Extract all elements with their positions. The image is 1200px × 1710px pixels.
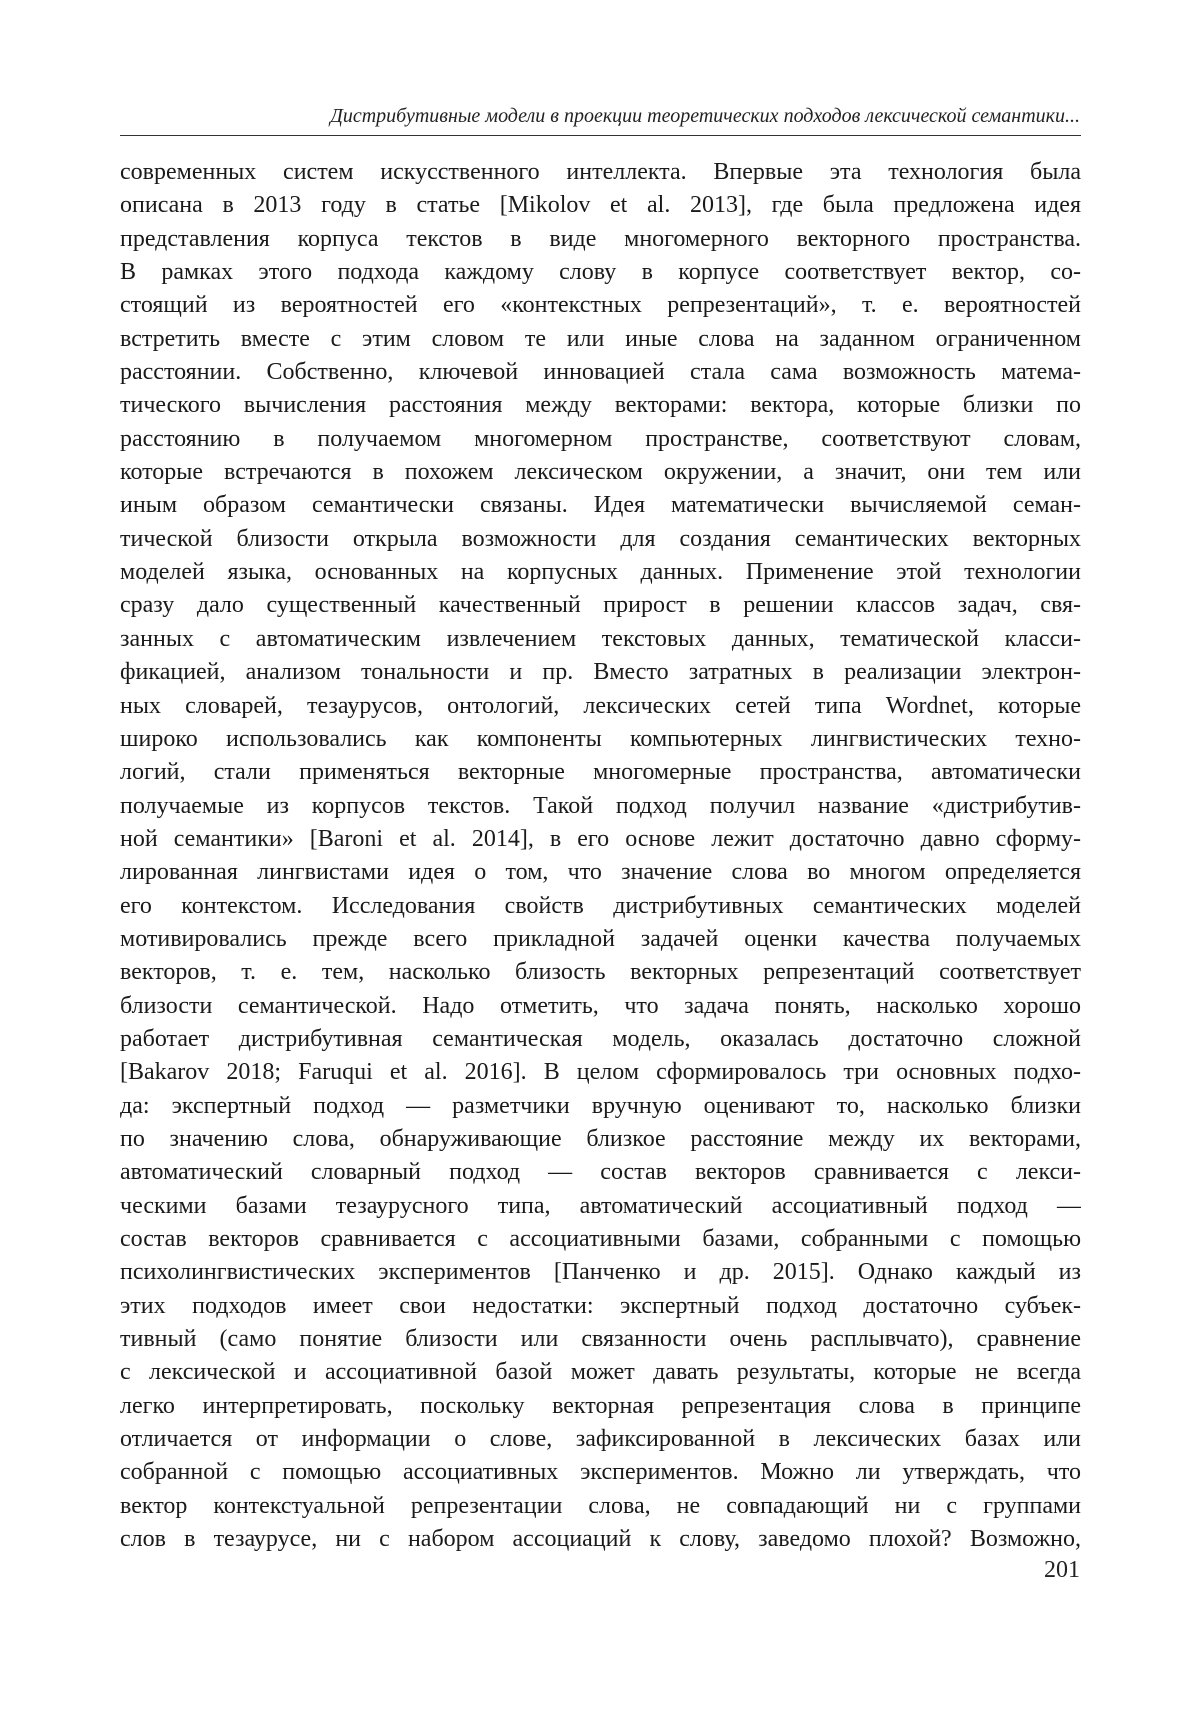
body-line: отличается от информации о слове, зафиксированной в лексических базах или bbox=[120, 1426, 1081, 1453]
header-rule bbox=[120, 135, 1081, 136]
body-line: тического вычисления расстояния между векторами: вектора, которые близки по bbox=[120, 392, 1081, 419]
body-line: современных систем искусственного интеллекта. Впервые эта технология была bbox=[120, 159, 1081, 185]
body-line: ной семантики» [Baroni et al. 2014], в его основе лежит достаточно давно сформу- bbox=[120, 825, 1081, 852]
body-line: занных с автоматическим извлечением текстовых данных, тематической класси- bbox=[120, 625, 1081, 652]
body-line: широко использовались как компоненты компьютерных лингвистических техно- bbox=[120, 725, 1081, 752]
body-line: собранной с помощью ассоциативных экспериментов. Можно ли утверждать, что bbox=[120, 1459, 1081, 1486]
page-number: 201 bbox=[1044, 1557, 1080, 1583]
body-line: автоматический словарный подход — состав векторов сравнивается с лекси- bbox=[120, 1159, 1081, 1186]
body-line: лированная лингвистами идея о том, что значение слова во многом определяется bbox=[120, 859, 1081, 886]
body-line: слов в тезаурусе, ни с набором ассоциаций к слову, заведомо плохой? Возможно, bbox=[120, 1526, 1081, 1553]
body-text bbox=[120, 156, 1081, 1556]
body-line: тивный (само понятие близости или связанности очень расплывчато), сравнение bbox=[120, 1326, 1081, 1353]
body-line: получаемые из корпусов текстов. Такой подход получил название «дистрибутив- bbox=[120, 792, 1081, 819]
body-line: логий, стали применяться векторные многомерные пространства, автоматически bbox=[120, 759, 1081, 786]
body-line: вектор контекстуальной репрезентации слова, не совпадающий ни с группами bbox=[120, 1492, 1081, 1519]
body-line: мотивировались прежде всего прикладной задачей оценки качества получаемых bbox=[120, 925, 1081, 952]
body-line: моделей языка, основанных на корпусных данных. Применение этой технологии bbox=[120, 559, 1081, 586]
body-line: психолингвистических экспериментов [Панченко и др. 2015]. Однако каждый из bbox=[120, 1259, 1081, 1286]
body-line: представления корпуса текстов в виде многомерного векторного пространства. bbox=[120, 225, 1081, 252]
body-line: расстоянии. Собственно, ключевой инновацией стала сама возможность матема- bbox=[120, 359, 1081, 386]
body-line: легко интерпретировать, поскольку векторная репрезентация слова в принципе bbox=[120, 1392, 1081, 1419]
body-line: В рамках этого подхода каждому слову в корпусе соответствует вектор, со- bbox=[120, 259, 1081, 286]
body-line: ных словарей, тезаурусов, онтологий, лексических сетей типа Wordnet, которые bbox=[120, 692, 1081, 719]
body-line: сразу дало существенный качественный прирост в решении классов задач, свя- bbox=[120, 592, 1081, 619]
body-line: ческими базами тезаурусного типа, автоматический ассоциативный подход — bbox=[120, 1192, 1081, 1219]
body-line: расстоянию в получаемом многомерном пространстве, соответствуют словам, bbox=[120, 425, 1081, 452]
body-line: тической близости открыла возможности для создания семантических векторных bbox=[120, 525, 1081, 552]
body-line: встретить вместе с этим словом те или иные слова на заданном ограниченном bbox=[120, 325, 1081, 352]
body-line: да: экспертный подход — разметчики вручную оценивают то, насколько близки bbox=[120, 1092, 1081, 1119]
running-head: Дистрибутивные модели в проекции теоретических подходов лексической семантики... bbox=[330, 105, 1080, 127]
body-line: с лексической и ассоциативной базой может давать результаты, которые не всегда bbox=[120, 1359, 1081, 1386]
body-line: его контекстом. Исследования свойств дистрибутивных семантических моделей bbox=[120, 892, 1081, 919]
body-line: иным образом семантически связаны. Идея математически вычисляемой семан- bbox=[120, 492, 1081, 519]
body-line: фикацией, анализом тональности и пр. Вместо затратных в реализации электрон- bbox=[120, 659, 1081, 686]
body-line: которые встречаются в похожем лексическом окружении, а значит, они тем или bbox=[120, 459, 1081, 486]
body-line: близости семантической. Надо отметить, что задача понять, насколько хорошо bbox=[120, 992, 1081, 1019]
body-line: стоящий из вероятностей его «контекстных репрезентаций», т. е. вероятностей bbox=[120, 292, 1081, 319]
body-line: [Bakarov 2018; Faruqui et al. 2016]. В целом сформировалось три основных подхо- bbox=[120, 1059, 1081, 1086]
body-line: состав векторов сравнивается с ассоциативными базами, собранными с помощью bbox=[120, 1226, 1081, 1252]
body-line: описана в 2013 году в статье [Mikolov et al. 2013], где была предложена идея bbox=[120, 192, 1081, 219]
body-line: по значению слова, обнаруживающие близкое расстояние между их векторами, bbox=[120, 1125, 1081, 1152]
body-line: этих подходов имеет свои недостатки: экспертный подход достаточно субъек- bbox=[120, 1292, 1081, 1319]
body-line: векторов, т. е. тем, насколько близость векторных репрезентаций соответствует bbox=[120, 959, 1081, 986]
body-line: работает дистрибутивная семантическая модель, оказалась достаточно сложной bbox=[120, 1025, 1081, 1052]
